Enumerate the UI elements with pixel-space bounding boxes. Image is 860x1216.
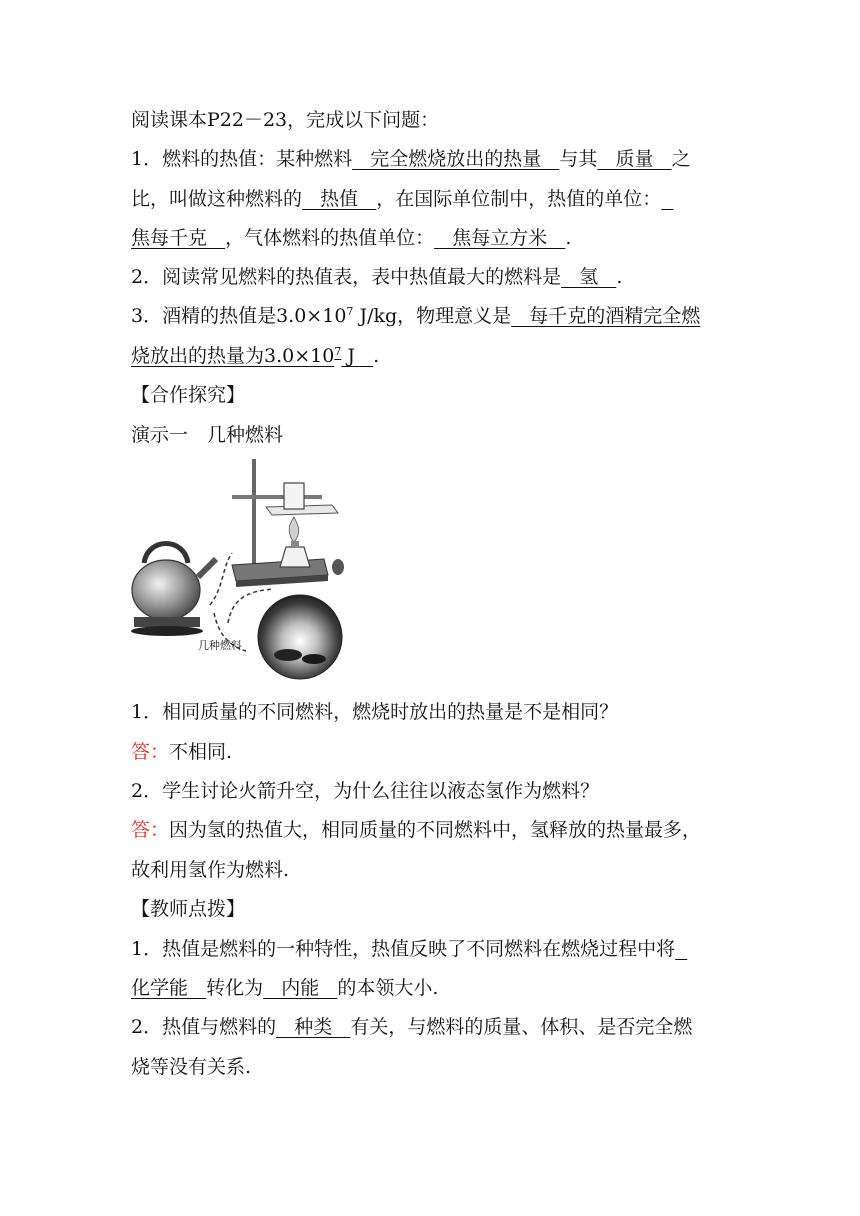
coop-question-2: 2．学生讨论火箭升空，为什么往往以液态氢作为燃料？ — [131, 780, 600, 802]
answer-label: 答： — [131, 741, 170, 763]
figure-caption: 几种燃料 — [198, 639, 242, 652]
teacher-point-1 — [131, 937, 731, 961]
coal-fire-image — [258, 595, 342, 679]
q3-text: . — [373, 345, 380, 367]
exponent: 7 — [334, 345, 342, 358]
section-heading-coop: 【合作探究】 — [131, 384, 246, 406]
answer-label: 答： — [131, 819, 170, 841]
answer-text: 因为氢的热值大，相同质量的不同燃料中，氢释放的热量最多， — [169, 819, 702, 841]
q1-text: 与其 — [559, 148, 598, 170]
answer-blank — [675, 938, 687, 960]
stand-rod — [252, 459, 256, 567]
t1-text: 的本领大小. — [337, 977, 439, 999]
answer-blank — [661, 188, 673, 210]
answer-blank: 化学能 — [131, 977, 207, 999]
kettle-icon — [132, 560, 200, 620]
q1-line-2 — [131, 187, 731, 211]
alcohol-lamp — [280, 547, 310, 567]
answer-blank: 焦每千克 — [131, 227, 226, 249]
answer-text: 不相同. — [169, 741, 233, 763]
answer-blank: 内能 — [263, 977, 338, 999]
answer-blank: 焦每立方米 — [434, 227, 566, 249]
t1-text: 转化为 — [206, 977, 264, 999]
q2-text: 2．阅读常见燃料的热值表，表中热值最大的燃料是 — [131, 266, 562, 288]
coop-answer-2 — [131, 818, 731, 842]
t1-text: 1．热值是燃料的一种特性，热值反映了不同燃料在燃烧过程中将 — [131, 938, 676, 960]
answer-blank: 氢 — [561, 266, 617, 288]
q1-text: 比，叫做这种燃料的 — [131, 188, 303, 210]
q1-text: ，在国际单位制中，热值的单位： — [376, 188, 662, 210]
fuels-figure — [128, 455, 350, 685]
demo-title: 演示一 几种燃料 — [131, 424, 284, 446]
answer-blank: 烧放出的热量为3.0×10 — [131, 345, 335, 367]
q3-text: 3．酒精的热值是3.0×10 — [131, 305, 347, 327]
q3-line-2 — [131, 344, 731, 368]
coop-answer-2-cont: 故利用氢作为燃料. — [131, 859, 290, 881]
answer-blank: 完全燃烧放出的热量 — [352, 148, 560, 170]
teacher-point-1-cont — [131, 976, 731, 1000]
teacher-point-2 — [131, 1015, 731, 1039]
q3-line-1 — [131, 304, 731, 328]
q1-line-1 — [131, 147, 731, 171]
exponent: 7 — [346, 305, 354, 318]
section-heading-teacher: 【教师点拨】 — [131, 898, 246, 920]
bottle-icon — [332, 559, 344, 575]
teacher-point-2-cont: 烧等没有关系. — [131, 1056, 252, 1078]
t2-text: 2．热值与燃料的 — [131, 1016, 277, 1038]
answer-blank: 每千克的酒精完全燃 — [511, 305, 701, 327]
intro-text: 阅读课本P22－23，完成以下问题： — [131, 109, 440, 131]
q1-text: 1．燃料的热值：某种燃料 — [131, 148, 353, 170]
answer-blank: 热值 — [302, 188, 377, 210]
beaker — [284, 483, 304, 509]
q3-text: J/kg，物理意义是 — [353, 305, 512, 327]
q2-line — [131, 265, 731, 289]
coop-answer-1 — [131, 740, 731, 764]
q1-text: . — [565, 227, 572, 249]
q1-text: ，气体燃料的热值单位： — [225, 227, 435, 249]
answer-blank: 种类 — [276, 1016, 351, 1038]
q1-line-3 — [131, 226, 731, 250]
coop-question-1: 1．相同质量的不同燃料，燃烧时放出的热量是不是相同？ — [131, 701, 619, 723]
q2-text: . — [616, 266, 623, 288]
answer-blank: 质量 — [597, 148, 672, 170]
stand-clamp — [232, 495, 322, 499]
answer-blank: J — [341, 345, 374, 367]
t2-text: 有关，与燃料的质量、体积、是否完全燃 — [350, 1016, 693, 1038]
flame — [289, 517, 299, 541]
q1-text: 之 — [671, 148, 691, 170]
